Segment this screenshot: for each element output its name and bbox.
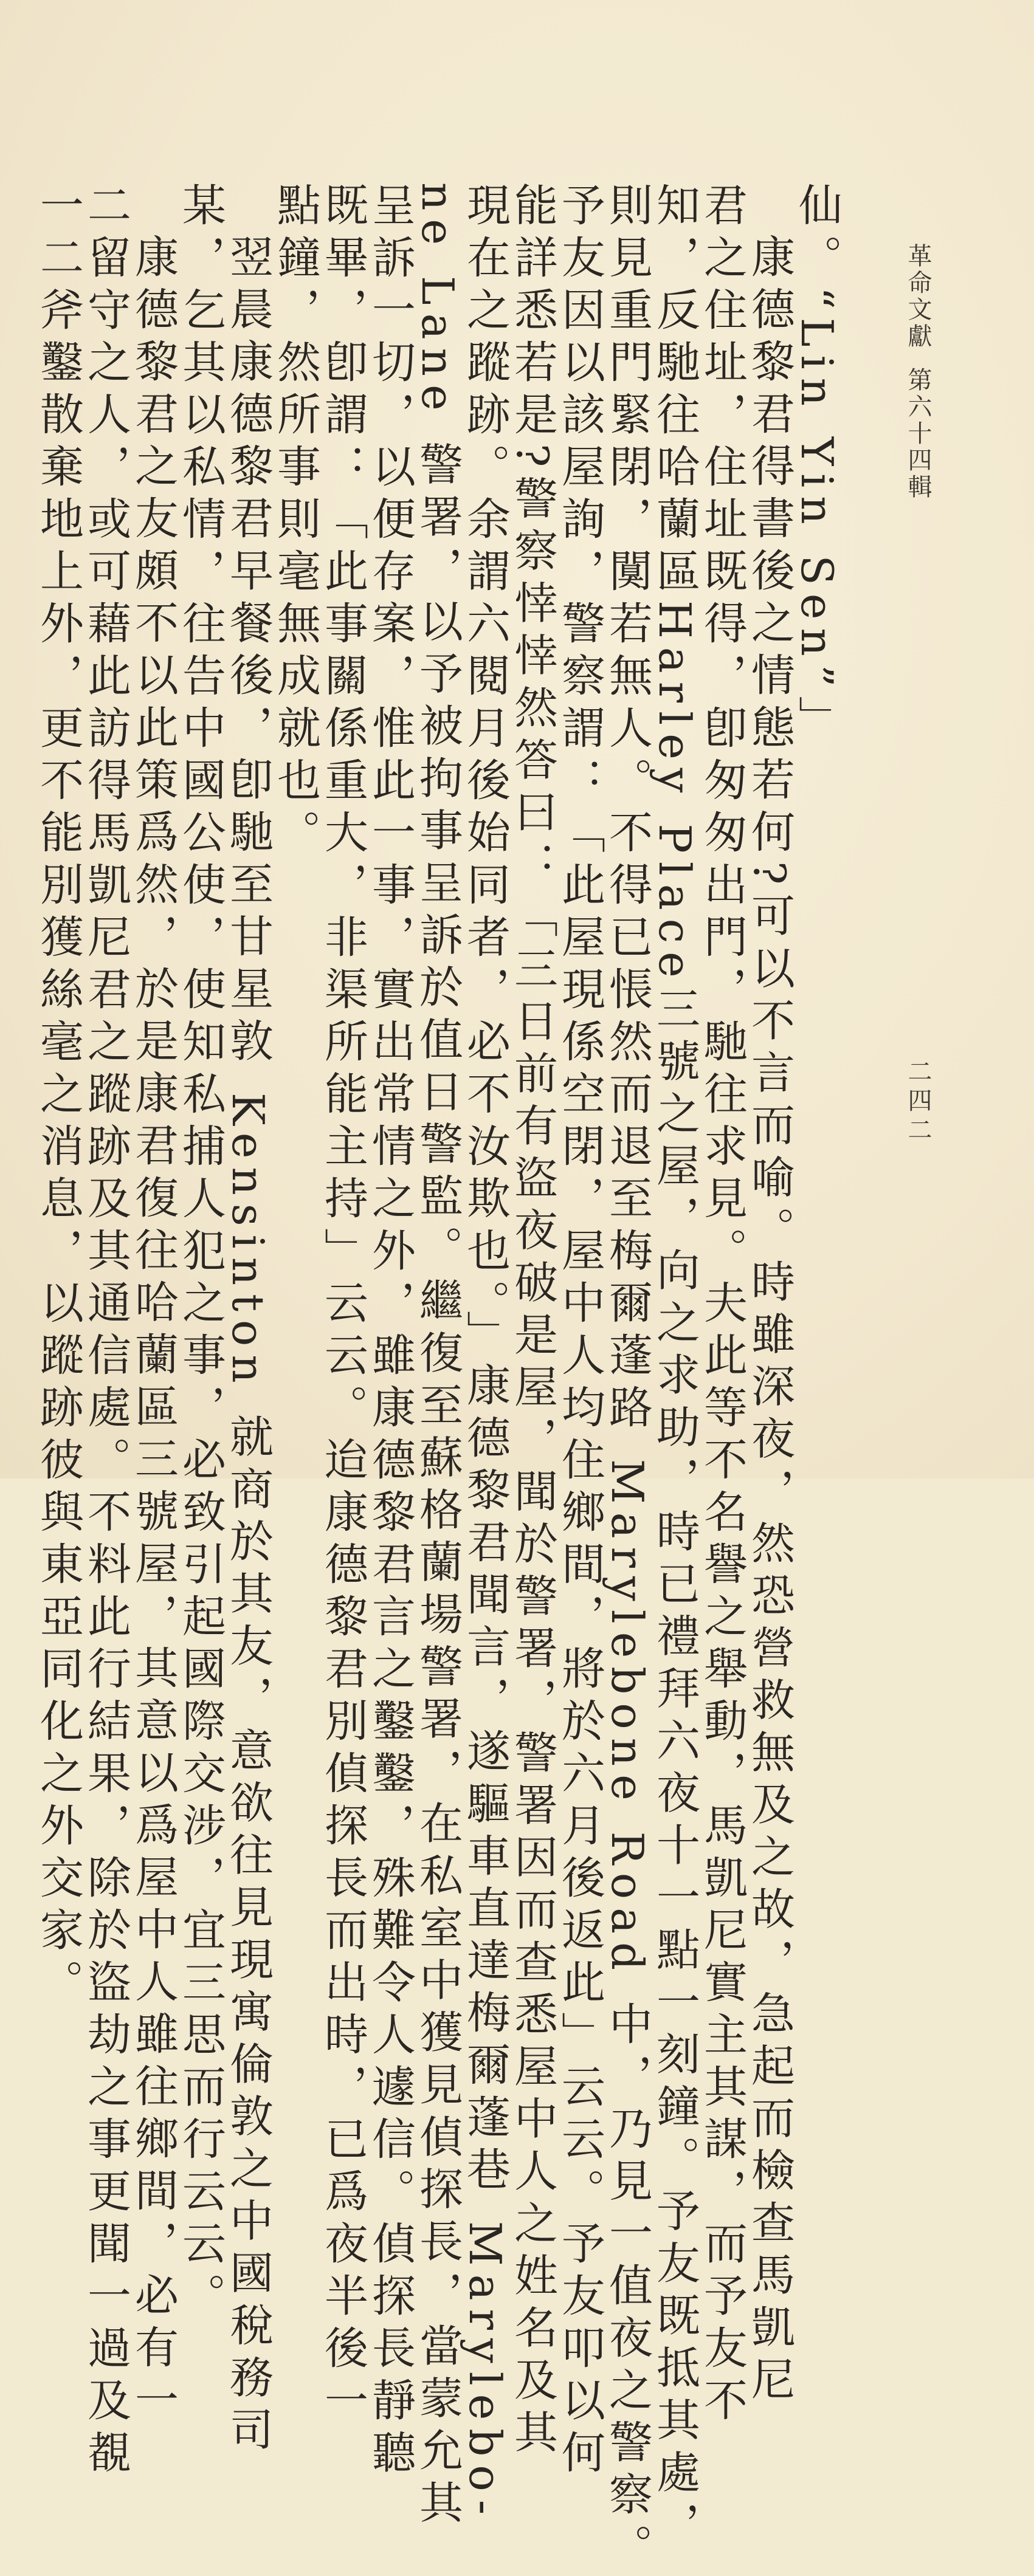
text-column-14: 某，乞其以私情，往告中國公使，使知私捕人犯之事，必致引起國際交涉，宜三思而行云云。 xyxy=(175,182,226,2325)
text-column-16: 二留守之人，或可藉此訪得馬凱尼君之蹤跡及其通信處。不料此行結果，除於盜劫之事更聞一過及覩 xyxy=(80,182,131,2482)
book-title: 革命文獻 xyxy=(904,243,932,350)
text-column-11: 既畢，卽謂：「此事關係重大，非渠所能主持」云云。迨康德黎君別偵探長而出時，已爲夜半後一 xyxy=(317,182,368,2430)
text-column-2: 康德黎君得書後之情態若何?可以不言而喻。時雖深夜，然恐營救無及之故，急起而檢查馬凱尼 xyxy=(744,234,795,2409)
text-column-3: 君之住址，住址既得，卽匆匆出門，馳往求見。夫此等不名譽之舉動，馬凱尼實主其謀，而予友不 xyxy=(697,182,748,2430)
text-column-9: ne Lane 警署，以予被拘事呈訴於值日警監。繼復至蘇格蘭場警署，在私室中獲見偵探長，當蒙允其 xyxy=(412,182,463,2532)
text-column-1: 仙。“Lin Yin Sen”」 xyxy=(791,182,843,748)
text-column-17: 一二斧鑿散棄地上外，更不能別獲絲毫之消息，以蹤跡彼與東亞同化之外交家。 xyxy=(33,182,84,2011)
running-header xyxy=(906,243,930,501)
text-column-15: 康德黎君之友頗不以此策爲然，於是康君復往哈蘭區三號屋，其意以爲屋中人雖往鄉間，必有一 xyxy=(128,234,179,2429)
text-column-4: 知，反馳往哈蘭區Harley Place三號之屋，向之求助，時已禮拜六夜十一點一刻鐘。予友既抵其處， xyxy=(649,182,700,2554)
text-column-13: 翌晨康德黎君早餐後，卽馳至甘星敦 Kensinton 就商於其友，意欲往見現寓倫敦之中國稅務司 xyxy=(222,234,274,2459)
text-column-7: 能詳悉若是?警察悻悻然答曰：「三日前有盜夜破是屋，聞於警署，警署因而查悉屋中人之姓名及其 xyxy=(507,182,558,2462)
body-text xyxy=(33,182,843,2576)
page-number: 二四二 xyxy=(904,1059,932,1146)
volume-number: 第六十四輯 xyxy=(904,367,932,501)
text-column-6: 予友因以該屋詢，警察謂：「此屋現係空閉，屋中人均住鄉間，將於六月後返此」云云。予友叩以何 xyxy=(554,182,605,2482)
text-column-10: 呈訴一切，以便存案，惟此一事，實出常情之外，雖康德黎君言之鑿鑿，殊難令人遽信。偵探長靜聽 xyxy=(365,182,416,2482)
text-column-12: 點鐘，然所事則毫無成就也。 xyxy=(270,182,321,862)
text-column-5: 則見重門緊閉，闃若無人。不得已悵然而退至梅爾蓬路 Marylebone Road 中，乃見一值夜之警察。 xyxy=(602,182,653,2576)
text-column-8: 現在之蹤跡。余謂六閱月後始同者，必不汝欺也。」康德黎君聞言，遂驅車直達梅爾蓬巷 Marylebo- xyxy=(460,182,511,2524)
